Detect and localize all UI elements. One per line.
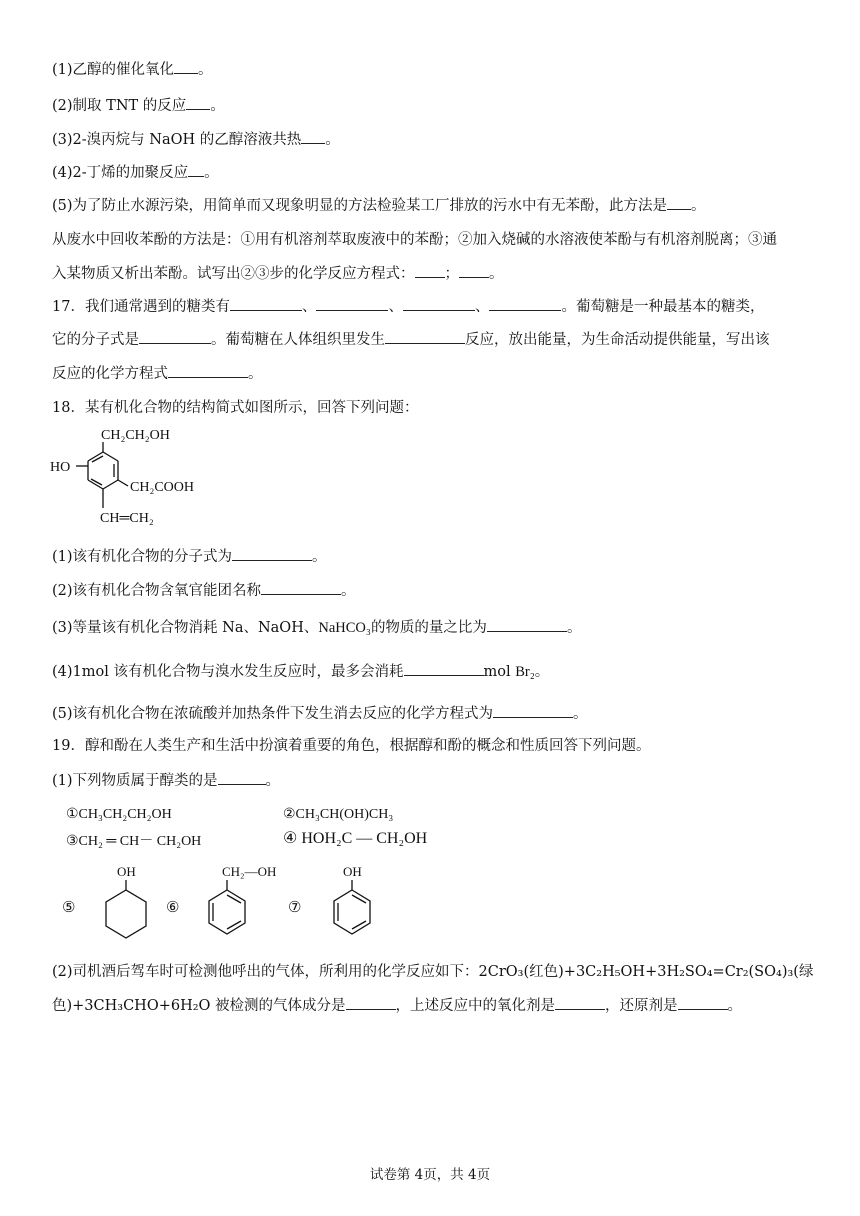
q18-part3: (3)等量该有机化合物消耗 Na、NaOH、NaHCO₃的物质的量之比为 。	[52, 617, 808, 638]
answer-blank[interactable]	[385, 329, 465, 344]
q19-part2-line1: (2)司机酒后驾车时可检测他呼出的气体，所利用的化学反应如下：2CrO₃(红色)+3C₂H₅OH+3H₂SO₄=Cr₂(SO₄)₃(绿	[52, 964, 814, 980]
label-5: ⑤	[62, 900, 76, 916]
answer-blank[interactable]	[218, 770, 266, 785]
answer-blank[interactable]	[174, 59, 198, 74]
q16-part3: (3)2-溴丙烷与 NaOH 的乙醇溶液共热 。	[52, 129, 808, 150]
oh-label-7: OH	[343, 864, 362, 879]
q16-recovery-line2: 入某物质又析出苯酚。试写出②③步的化学反应方程式： ； 。	[52, 263, 808, 284]
answer-blank[interactable]	[316, 296, 388, 311]
answer-blank[interactable]	[230, 296, 302, 311]
answer-blank[interactable]	[403, 296, 475, 311]
q17-line3: 反应的化学方程式 。	[52, 363, 808, 384]
q16-part5: (5)为了防止水源污染，用简单而又现象明显的方法检验某工厂排放的污水中有无苯酚，此方法是 。	[52, 195, 808, 216]
q18-part4: (4)1mol 该有机化合物与溴水发生反应时，最多会消耗 mol Br₂。	[52, 661, 808, 682]
answer-blank[interactable]	[232, 546, 312, 561]
q19-part1: (1)下列物质属于醇类的是 。	[52, 770, 808, 791]
compound-3: ③CH₂ ═ CH－ CH₂OH	[66, 834, 202, 849]
q18-part5: (5)该有机化合物在浓硫酸并加热条件下发生消去反应的化学方程式为 。	[52, 703, 808, 724]
answer-blank[interactable]	[667, 195, 691, 210]
q16-recovery-line1: 从废水中回收苯酚的方法是：①用有机溶剂萃取废液中的苯酚；②加入烧碱的水溶液使苯酚与有机溶剂脱离；③通	[52, 232, 777, 248]
q18-stem: 18．某有机化合物的结构简式如图所示，回答下列问题：	[52, 400, 419, 416]
answer-blank[interactable]	[555, 995, 605, 1010]
answer-blank[interactable]	[493, 703, 573, 718]
answer-blank[interactable]	[301, 129, 325, 144]
compound-2: ②CH₃CH(OH)CH₃	[283, 807, 394, 822]
q19-stem: 19．醇和酚在人类生产和生活中扮演着重要的角色，根据醇和酚的概念和性质回答下列问题。	[52, 738, 651, 754]
q16-part2: (2)制取 TNT 的反应 。	[52, 95, 808, 116]
answer-blank[interactable]	[168, 363, 248, 378]
answer-blank[interactable]	[415, 263, 445, 278]
compound-1: ①CH₃CH₂CH₂OH	[66, 807, 172, 822]
page-footer: 试卷第 4页，共 4页	[369, 1167, 491, 1183]
ch2oh-label-6: CH₂—OH	[222, 864, 277, 879]
answer-blank[interactable]	[459, 263, 489, 278]
oh-label-5: OH	[117, 864, 136, 879]
answer-blank[interactable]	[678, 995, 728, 1010]
q18-part2: (2)该有机化合物含氧官能团名称 。	[52, 580, 808, 601]
substituent-top: CH₂CH₂OH	[101, 428, 170, 443]
label-6: ⑥	[166, 900, 180, 916]
answer-blank[interactable]	[186, 95, 210, 110]
answer-blank[interactable]	[139, 329, 211, 344]
label-7: ⑦	[288, 900, 302, 916]
q16-part4: (4)2-丁烯的加聚反应 。	[52, 162, 808, 183]
answer-blank[interactable]	[489, 296, 561, 311]
compound-4: ④ HOH₂C — CH₂OH	[283, 830, 428, 847]
q18-structure-diagram	[46, 424, 226, 530]
q16-part1: (1)乙醇的催化氧化 。	[52, 59, 808, 80]
substituent-left: HO	[50, 460, 71, 475]
answer-blank[interactable]	[188, 162, 204, 177]
answer-blank[interactable]	[487, 617, 567, 632]
ring-structures	[56, 858, 396, 948]
substituent-right: CH₂COOH	[130, 480, 194, 495]
substituent-bottom: CH═CH₂	[100, 511, 154, 526]
q18-part1: (1)该有机化合物的分子式为 。	[52, 546, 808, 567]
answer-blank[interactable]	[261, 580, 341, 595]
answer-blank[interactable]	[404, 661, 484, 676]
q17-line2: 它的分子式是 。葡萄糖在人体组织里发生 反应，放出能量，为生命活动提供能量，写出该	[52, 329, 808, 350]
q19-part2-line2: 色)+3CH₃CHO+6H₂O 被检测的气体成分是 ，上述反应中的氧化剂是 ，还原剂是 。	[52, 995, 808, 1016]
q17-line1: 17．我们通常遇到的糖类有 、 、 、 。葡萄糖是一种最基本的糖类，	[52, 296, 808, 317]
answer-blank[interactable]	[346, 995, 396, 1010]
